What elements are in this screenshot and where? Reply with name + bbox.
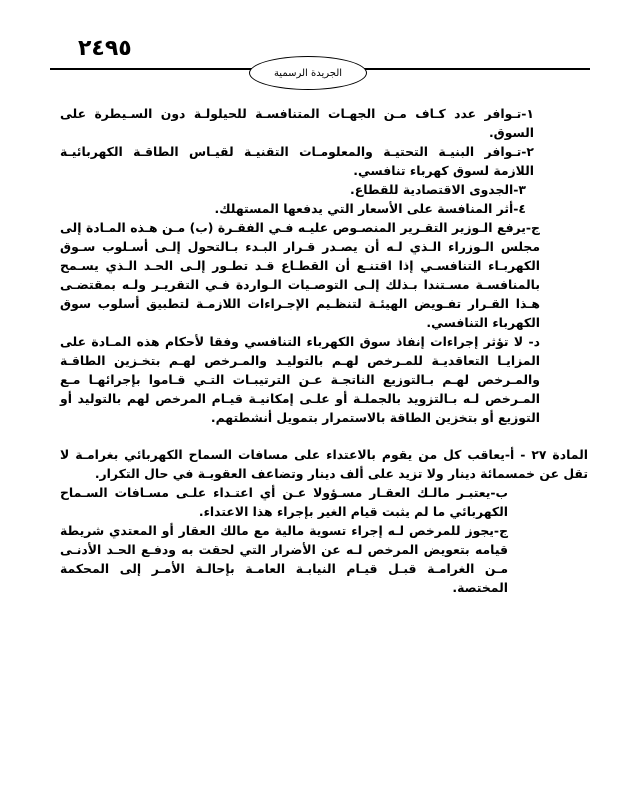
gazette-title: الجريدة الرسمية <box>273 67 343 79</box>
article-27-clause-b: ب-يعتبـر مالـك العقـار مسـؤولا عـن أي اعتـداء علـى مسـافات السـماح الكهربائي ما لم يثبت قيام الغير بإجراء هذا الاعتداء. <box>60 485 508 519</box>
article-27-label: المادة ٢٧ - <box>520 447 588 462</box>
section-gap <box>60 427 540 445</box>
paragraph-d: د- لا تؤثر إجراءات إنفاذ سوق الكهرباء التنافسي وفقا لأحكام هذه المـادة على المزايـا التعاقديـة للمـرخص لهـم بالتوليـد والمـرخص لهـم بتخـزين الطاقـة والمـرخص لهـم بـالتوزيع الناتجـة عـن الترتيبـات التـي قـاموا بإجرائهـا مـع المـرخص لـه بـالتزويد بالجملـة أو علـى إمكانيـة قيـام المرخص لهم بالتوليد أو التوزيع أو بتخزين الطاقة بالاستمرار بتمويل أنشطتهم. <box>60 334 540 425</box>
page-number: ٢٤٩٥ <box>78 36 132 61</box>
article-27-clause-c: ج-يجوز للمرخص لـه إجراء تسوية مالية مع مالك العقار أو المعتدي شريطة قيامه بتعويض المرخص لـه عن الأضرار التي لحقت به ودفـع الحـد الأدنـى مـن الغرامـة قبـل قيـام النيابـة العامـة بإحالـة الأمـر إلى المحكمة المختصة. <box>60 523 508 595</box>
list-item-4: ٤-أثر المنافسة على الأسعار التي يدفعها المستهلك. <box>214 201 526 216</box>
article-27 <box>60 445 588 483</box>
document-body <box>60 104 588 597</box>
list-item-3: ٣-الجدوى الاقتصادية للقطاع. <box>350 182 526 197</box>
article-27-clause-a-text: أ-يعاقب كل من يقوم بالاعتداء على مسافات السماح الكهربائي بغرامـة لا تقل عن خمسمائة دينار ولا تزيد على ألف دينار وتضاعف العقوبـة في حال التكرار. <box>60 447 588 481</box>
paragraph-j: ج-يرفع الـوزير التقـرير المنصـوص عليـه فـي الفقـرة (ب) مـن هـذه المـادة إلى مجلس الـوزراء الـذي لـه أن يصـدر قـرار البـدء بـالتحول إلـى أسـلوب سـوق الكهربـاء التنافسـي إذا اقتنـع أن القطـاع قـد تطـور إلـى الحـد الـذي يسـمح بالمنافسـة مسـتندا بـذلك إلـى التوصـيات الـواردة فـي التقريـر ولـه بمقتضـى هـذا القـرار تفـويض الهيئـة لتنظـيم الإجـراءات اللازمـة لتطبيق أسلوب سوق الكهرباء التنافسي. <box>60 220 540 330</box>
gazette-title-oval <box>249 56 367 90</box>
list-item-2: ٢-تـوافر البنيـة التحتيـة والمعلومـات التقنيـة لقيـاس الطاقـة الكهربائيـة اللازمة لسوق كهرباء تنافسي. <box>60 144 534 178</box>
list-item-1: ١-تـوافر عدد كـاف مـن الجهـات المتنافسـة للحيلولـة دون السـيطرة على السوق. <box>60 106 534 140</box>
article-27-clause-a <box>60 445 588 483</box>
